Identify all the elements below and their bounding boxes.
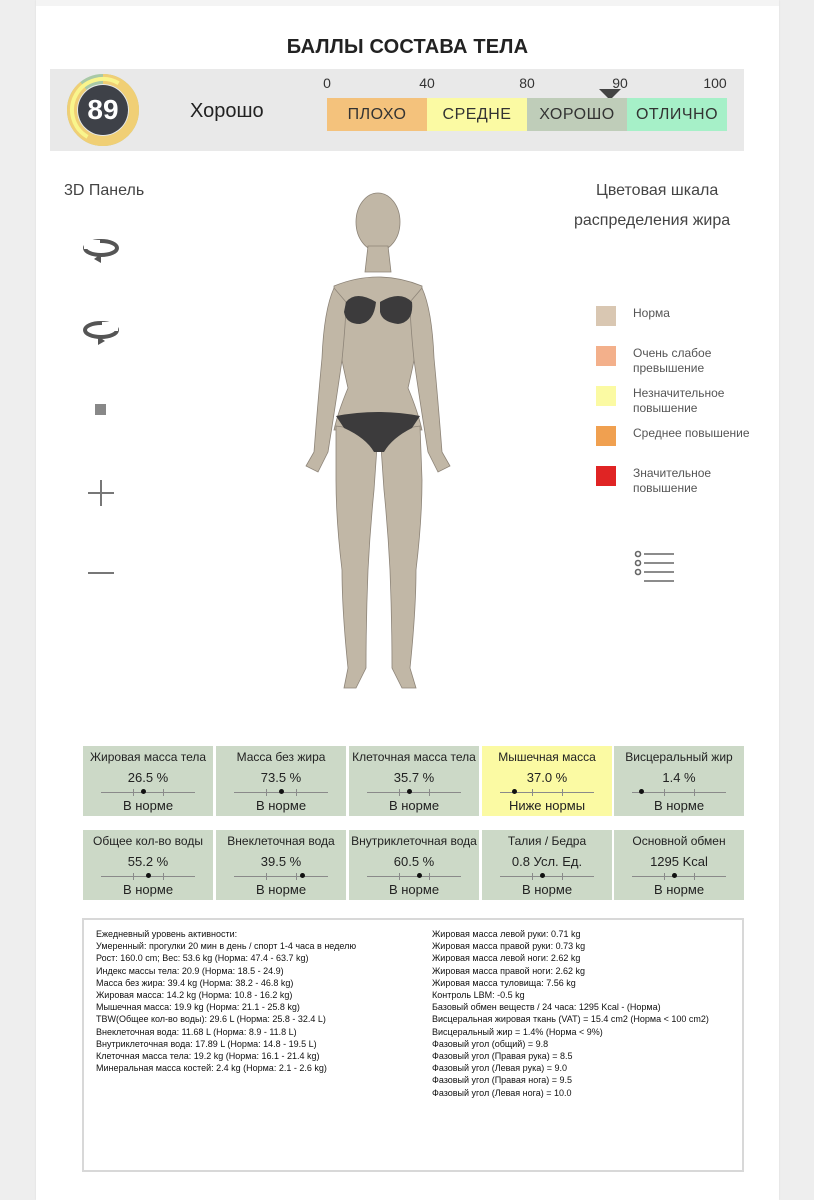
metric-status: В норме [653,798,705,813]
metric-value: 26.5 % [127,770,169,785]
metric-marker-dot [512,789,517,794]
report-sheet [36,0,779,1200]
legend-item-label: Незначительное [633,386,725,400]
details-line: Внеклеточная вода: 11.68 L (Норма: 8.9 - 11.8 L) [96,1026,297,1037]
metric-range-tick [664,873,665,880]
scale-band-3: ХОРОШО [527,98,627,131]
details-line: Ежедневный уровень активности: [96,929,238,939]
scale-tick-label: 100 [703,75,727,91]
metric-marker-dot [300,873,305,878]
legend-item-label-2: повышение [633,481,698,495]
details-line: Мышечная масса: 19.9 kg (Норма: 21.1 - 25.8 kg) [96,1002,300,1013]
metric-status: В норме [255,882,307,897]
metric-status: В норме [255,798,307,813]
list-menu-icon[interactable] [634,550,676,586]
metric-status: В норме [122,882,174,897]
details-line: Рост: 160.0 cm; Вес: 53.6 kg (Норма: 47.4 - 63.7 kg) [96,953,309,964]
details-line: Базовый обмен веществ / 24 часа: 1295 Kcal - (Норма) [432,1002,661,1013]
metric-range-tick [399,789,400,796]
details-line: Масса без жира: 39.4 kg (Норма: 38.2 - 46.8 kg) [96,977,294,988]
metric-range-tick [133,789,134,796]
details-line: Жировая масса: 14.2 kg (Норма: 10.8 - 16.2 kg) [96,990,293,1001]
scale-band-2: СРЕДНЕ [427,98,527,131]
scale-tick-label: 90 [612,75,628,91]
metric-value: 39.5 % [260,854,302,869]
metric-name: Жировая масса тела [89,750,207,764]
metric-range-tick [296,873,297,880]
metric-name: Талия / Бедра [507,834,587,848]
metric-range-line [101,792,195,793]
metric-range-tick [163,789,164,796]
metric-value: 1295 Kcal [650,854,708,869]
metric-name: Висцеральный жир [625,750,733,764]
details-line: Жировая масса левой руки: 0.71 kg [432,929,581,939]
metric-marker-dot [146,873,151,878]
metric-card[interactable] [482,830,612,900]
metric-range-tick [664,789,665,796]
metric-range-line [367,876,461,877]
rotate-right-icon[interactable] [82,318,120,346]
details-line: Жировая масса правой ноги: 2.62 kg [432,965,586,976]
legend-item-label-2: превышение [633,361,705,375]
metric-card[interactable] [614,830,744,900]
metric-name: Клеточная масса тела [352,750,476,764]
metric-range-tick [266,873,267,880]
details-line: TBW(Общее кол-во воды): 29.6 L (Норма: 25.8 - 32.4 L) [96,1014,326,1025]
details-line: Индекс массы тела: 20.9 (Норма: 18.5 - 24.9) [96,965,284,976]
metric-range-tick [532,789,533,796]
metric-range-line [367,792,461,793]
metric-value: 55.2 % [127,854,169,869]
scale-tick-label: 80 [519,75,535,91]
metric-range-tick [163,873,164,880]
metric-name: Внеклеточная вода [227,834,335,848]
metric-marker-dot [279,789,284,794]
metric-range-tick [429,789,430,796]
metric-name: Основной обмен [632,834,726,848]
metric-card[interactable] [83,830,213,900]
metric-card[interactable] [216,746,346,816]
details-line: Жировая масса правой руки: 0.73 kg [432,941,586,952]
details-line: Висцеральный жир = 1.4% (Норма < 9%) [432,1026,603,1037]
metric-range-line [632,792,726,793]
body-3d-model[interactable] [296,190,476,710]
panel3d-label: 3D Панель [64,182,145,199]
scale-tick-label: 40 [419,75,435,91]
metric-value: 35.7 % [393,770,435,785]
metric-range-tick [694,789,695,796]
details-line: Жировая масса левой ноги: 2.62 kg [432,953,581,964]
metric-marker-dot [407,789,412,794]
scale-band-4: ОТЛИЧНО [627,98,727,131]
details-line: Фазовый угол (Левая нога) = 10.0 [432,1087,572,1098]
details-line: Контроль LBM: -0.5 kg [432,990,525,1001]
details-line: Минеральная масса костей: 2.4 kg (Норма: 2.1 - 2.6 kg) [96,1063,327,1074]
details-line: Жировая масса туловища: 7.56 kg [432,977,576,988]
metric-range-tick [296,789,297,796]
metric-range-tick [694,873,695,880]
metric-range-tick [562,789,563,796]
details-line: Фазовый угол (Правая нога) = 9.5 [432,1075,573,1086]
metric-name: Внутриклеточная вода [351,834,477,848]
details-left-column [96,928,356,1074]
details-line: Внутриклеточная вода: 17.89 L (Норма: 14.8 - 19.5 L) [96,1038,317,1049]
metric-marker-dot [540,873,545,878]
metric-value: 73.5 % [260,770,302,785]
metric-name: Общее кол-во воды [93,834,203,848]
details-line: Фазовый угол (Правая рука) = 8.5 [432,1051,573,1062]
metric-card[interactable] [614,746,744,816]
metric-card[interactable] [83,746,213,816]
score-panel [50,69,744,151]
zoom-out-icon[interactable] [86,558,116,588]
metric-status: В норме [653,882,705,897]
metric-range-line [632,876,726,877]
rotate-left-icon[interactable] [82,236,120,264]
details-line: Клеточная масса тела: 19.2 kg (Норма: 16.1 - 21.4 kg) [96,1051,320,1062]
reset-square-icon[interactable] [95,404,106,415]
score-value: 89 [87,94,119,125]
legend-swatch [596,346,616,366]
details-line: Умеренный: прогулки 20 мин в день / спорт 1-4 часа в неделю [96,941,357,952]
metric-value: 1.4 % [662,770,696,785]
metric-range-tick [429,873,430,880]
top-divider [36,0,779,6]
details-panel [82,918,744,1172]
legend-item-label: Очень слабое [633,346,712,360]
legend-item-label-2: повышение [633,401,698,415]
metric-card[interactable] [482,746,612,816]
metric-status: В норме [521,882,573,897]
page-title: БАЛЛЫ СОСТАВА ТЕЛА [286,36,529,58]
score-grade: Хорошо [190,100,264,122]
legend-item-label: Значительное [633,466,712,480]
details-line: Фазовый угол (Левая рука) = 9.0 [432,1063,567,1074]
metric-value: 60.5 % [393,854,435,869]
details-line: Висцеральная жировая ткань (VAT) = 15.4 cm2 (Норма < 100 cm2) [432,1014,709,1025]
legend-title-line2: распределения жира [574,212,731,229]
metric-range-line [234,876,328,877]
metric-status: Ниже нормы [508,798,586,813]
metric-range-line [500,876,594,877]
details-right-column [432,928,709,1099]
metric-status: В норме [122,798,174,813]
metric-range-tick [562,873,563,880]
metric-marker-dot [672,873,677,878]
metric-value: 0.8 Усл. Ед. [511,854,583,869]
metric-marker-dot [639,789,644,794]
details-line: Фазовый угол (общий) = 9.8 [432,1038,549,1049]
legend-swatch [596,306,616,326]
metric-name: Мышечная масса [498,750,596,764]
metric-card[interactable] [216,830,346,900]
zoom-in-icon[interactable] [86,478,116,508]
metric-range-tick [266,789,267,796]
metric-range-tick [133,873,134,880]
metric-value: 37.0 % [526,770,568,785]
metric-status: В норме [388,882,440,897]
metric-status: В норме [388,798,440,813]
legend-item-label: Среднее повышение [633,426,750,440]
metric-name: Масса без жира [236,750,326,764]
legend-swatch [596,386,616,406]
metric-card[interactable] [349,746,479,816]
metric-card[interactable] [349,830,479,900]
metric-marker-dot [141,789,146,794]
metric-range-tick [399,873,400,880]
legend-item-label: Норма [633,306,670,320]
scale-tick-label: 0 [323,75,331,91]
metric-marker-dot [417,873,422,878]
legend-swatch [596,466,616,486]
scale-band-1: ПЛОХО [327,98,427,131]
legend-swatch [596,426,616,446]
legend-title-line1: Цветовая шкала [596,182,719,199]
score-scale [323,69,727,151]
metric-range-tick [532,873,533,880]
